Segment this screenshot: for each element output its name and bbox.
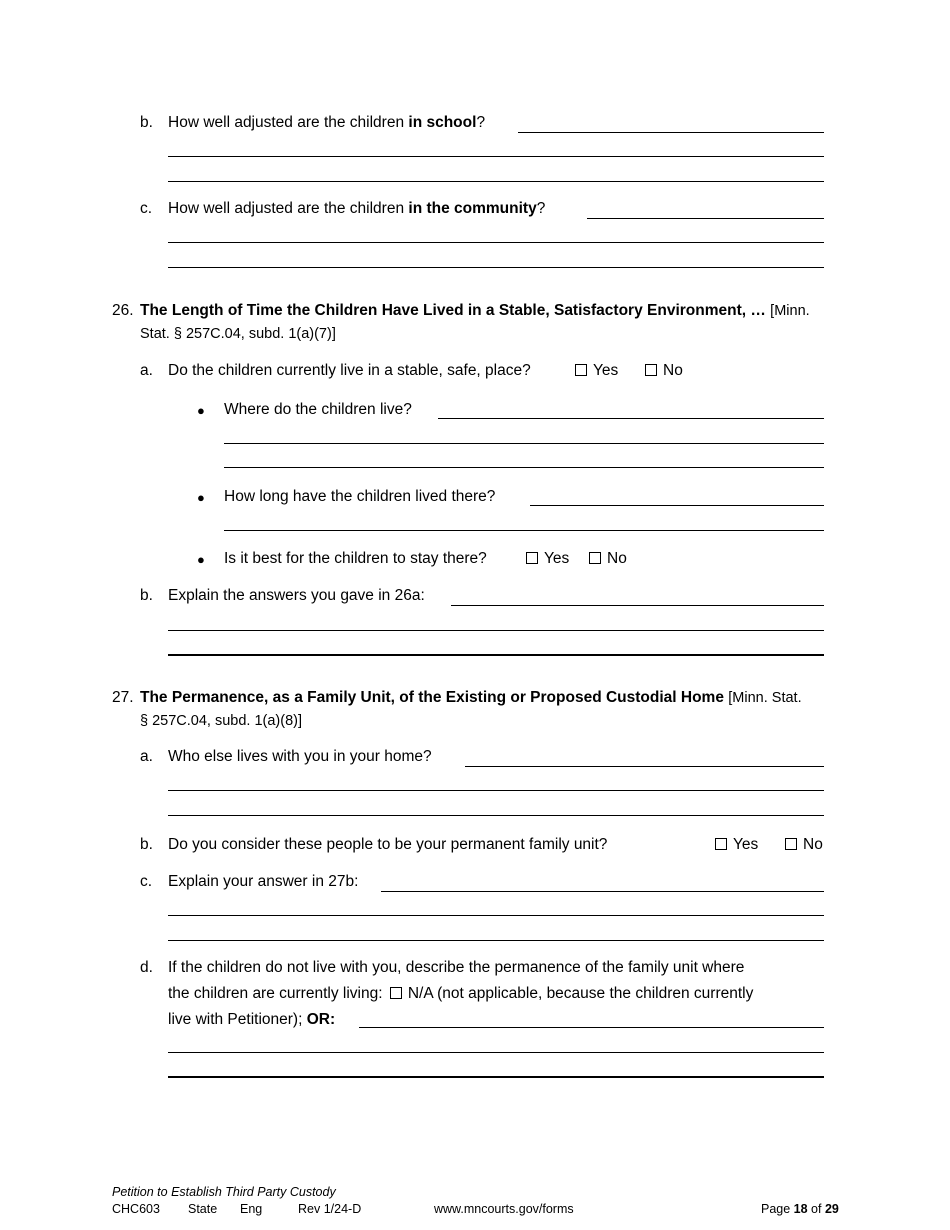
q26-bullet1-answer-line-3[interactable]	[224, 467, 824, 468]
footer-form-title: Petition to Establish Third Party Custody	[112, 1185, 336, 1199]
q25b-letter: b.	[140, 114, 153, 131]
q27d-letter: d.	[140, 959, 153, 976]
q26-bullet2-text: How long have the children lived there?	[224, 488, 496, 505]
checkbox-icon[interactable]	[785, 838, 797, 850]
q25c-answer-line-3[interactable]	[168, 267, 824, 268]
q26b-answer-line-1[interactable]	[451, 605, 824, 606]
q27a-letter: a.	[140, 748, 153, 765]
q27a-answer-line-3[interactable]	[168, 815, 824, 816]
q26-bullet1-answer-line-2[interactable]	[224, 443, 824, 444]
q27d-answer-line-1[interactable]	[359, 1027, 824, 1028]
q27b-no-option[interactable]	[785, 836, 823, 854]
q27b-yes-label: Yes	[733, 836, 759, 853]
q27c-answer-line-2[interactable]	[168, 915, 824, 916]
q26b-question: Explain the answers you gave in 26a:	[168, 587, 425, 604]
footer-page-prefix: Page	[761, 1202, 794, 1216]
checkbox-icon[interactable]	[390, 987, 402, 999]
q27a-answer-line-1[interactable]	[465, 766, 824, 767]
q26-bullet3-no-option[interactable]	[589, 550, 627, 568]
q25b-answer-line-3[interactable]	[168, 181, 824, 182]
q26a-letter: a.	[140, 362, 153, 379]
q26-bullet3-text: Is it best for the children to stay there?	[224, 550, 487, 567]
footer-page-current: 18	[793, 1202, 808, 1216]
q27c-letter: c.	[140, 873, 153, 890]
q26b-answer-line-3[interactable]	[168, 654, 824, 656]
checkbox-icon[interactable]	[589, 552, 601, 564]
q26-bullet2-answer-line-2[interactable]	[224, 530, 824, 531]
checkbox-icon[interactable]	[645, 364, 657, 376]
q25b-bold: in school	[408, 114, 477, 131]
q25b-text: How well adjusted are the children	[168, 114, 409, 131]
q27b-no-label: No	[803, 836, 823, 853]
q25c-letter: c.	[140, 200, 153, 217]
footer-url[interactable]: www.mncourts.gov/forms	[434, 1202, 574, 1216]
q26a-yes-option[interactable]	[575, 362, 618, 380]
q25b-question	[168, 114, 485, 132]
q27-title: The Permanence, as a Family Unit, of the Existing or Proposed Custodial Home	[140, 689, 724, 706]
q27-citation-start: [Minn. Stat.	[728, 690, 802, 706]
q26-bullet3-yes-option[interactable]	[526, 550, 569, 568]
footer-page-total: 29	[824, 1202, 839, 1216]
q27d-answer-line-2[interactable]	[168, 1052, 824, 1053]
q26-heading	[140, 302, 810, 320]
q27a-question: Who else lives with you in your home?	[168, 748, 432, 765]
q25c-answer-line-1[interactable]	[587, 218, 824, 219]
q26a-no-option[interactable]	[645, 362, 683, 380]
q26a-yes-label: Yes	[593, 362, 619, 379]
q26b-answer-line-2[interactable]	[168, 630, 824, 631]
q25c-question	[168, 200, 545, 218]
q27d-answer-line-3[interactable]	[168, 1076, 824, 1078]
q27-number: 27.	[112, 689, 134, 706]
q27d-line2	[168, 985, 753, 1003]
q26-citation-end: Stat. § 257C.04, subd. 1(a)(7)]	[140, 326, 336, 342]
footer-state: State	[188, 1202, 218, 1216]
q26a-question: Do the children currently live in a stable, safe, place?	[168, 362, 531, 379]
footer-page-of: of	[807, 1202, 825, 1216]
bullet-icon: ●	[197, 490, 205, 505]
q27c-question: Explain your answer in 27b:	[168, 873, 359, 890]
q25c-bold: in the community	[408, 200, 537, 217]
q27d-na-label: N/A (not applicable, because the children currently	[407, 985, 754, 1002]
q27d-or: OR:	[306, 1011, 336, 1028]
q27a-answer-line-2[interactable]	[168, 790, 824, 791]
q26-number: 26.	[112, 302, 134, 319]
bullet-icon: ●	[197, 403, 205, 418]
q25b-answer-line-1[interactable]	[518, 132, 824, 133]
footer-language: Eng	[240, 1202, 263, 1216]
q27c-answer-line-3[interactable]	[168, 940, 824, 941]
q27-heading	[140, 689, 802, 707]
q25c-end: ?	[536, 200, 546, 217]
q25b-end: ?	[476, 114, 486, 131]
footer-page-number	[761, 1202, 839, 1216]
q26-citation-start: [Minn.	[770, 303, 810, 319]
q26-bullet1-text: Where do the children live?	[224, 401, 412, 418]
q27d-line2-start: the children are currently living:	[168, 985, 383, 1002]
q26-bullet2-answer-line-1[interactable]	[530, 505, 824, 506]
q27d-line3-start: live with Petitioner);	[168, 1011, 303, 1028]
q27d-line1: If the children do not live with you, describe the permanence of the family unit where	[168, 959, 745, 976]
q25b-answer-line-2[interactable]	[168, 156, 824, 157]
q27b-question: Do you consider these people to be your permanent family unit?	[168, 836, 608, 853]
q25c-text: How well adjusted are the children	[168, 200, 409, 217]
q26-bullet3-yes-label: Yes	[544, 550, 570, 567]
q26-title: The Length of Time the Children Have Lived in a Stable, Satisfactory Environment, …	[140, 302, 766, 319]
q27c-answer-line-1[interactable]	[381, 891, 824, 892]
q27b-yes-option[interactable]	[715, 836, 758, 854]
q27d-line3	[168, 1011, 335, 1029]
checkbox-icon[interactable]	[526, 552, 538, 564]
q27-citation-end: § 257C.04, subd. 1(a)(8)]	[140, 713, 303, 729]
footer-form-code: CHC603	[112, 1202, 160, 1216]
footer-revision: Rev 1/24-D	[298, 1202, 362, 1216]
bullet-icon: ●	[197, 552, 205, 567]
q27b-letter: b.	[140, 836, 153, 853]
q25c-answer-line-2[interactable]	[168, 242, 824, 243]
q26-bullet3-no-label: No	[607, 550, 627, 567]
q26b-letter: b.	[140, 587, 153, 604]
q26-bullet1-answer-line-1[interactable]	[438, 418, 824, 419]
q26a-no-label: No	[663, 362, 683, 379]
checkbox-icon[interactable]	[715, 838, 727, 850]
checkbox-icon[interactable]	[575, 364, 587, 376]
